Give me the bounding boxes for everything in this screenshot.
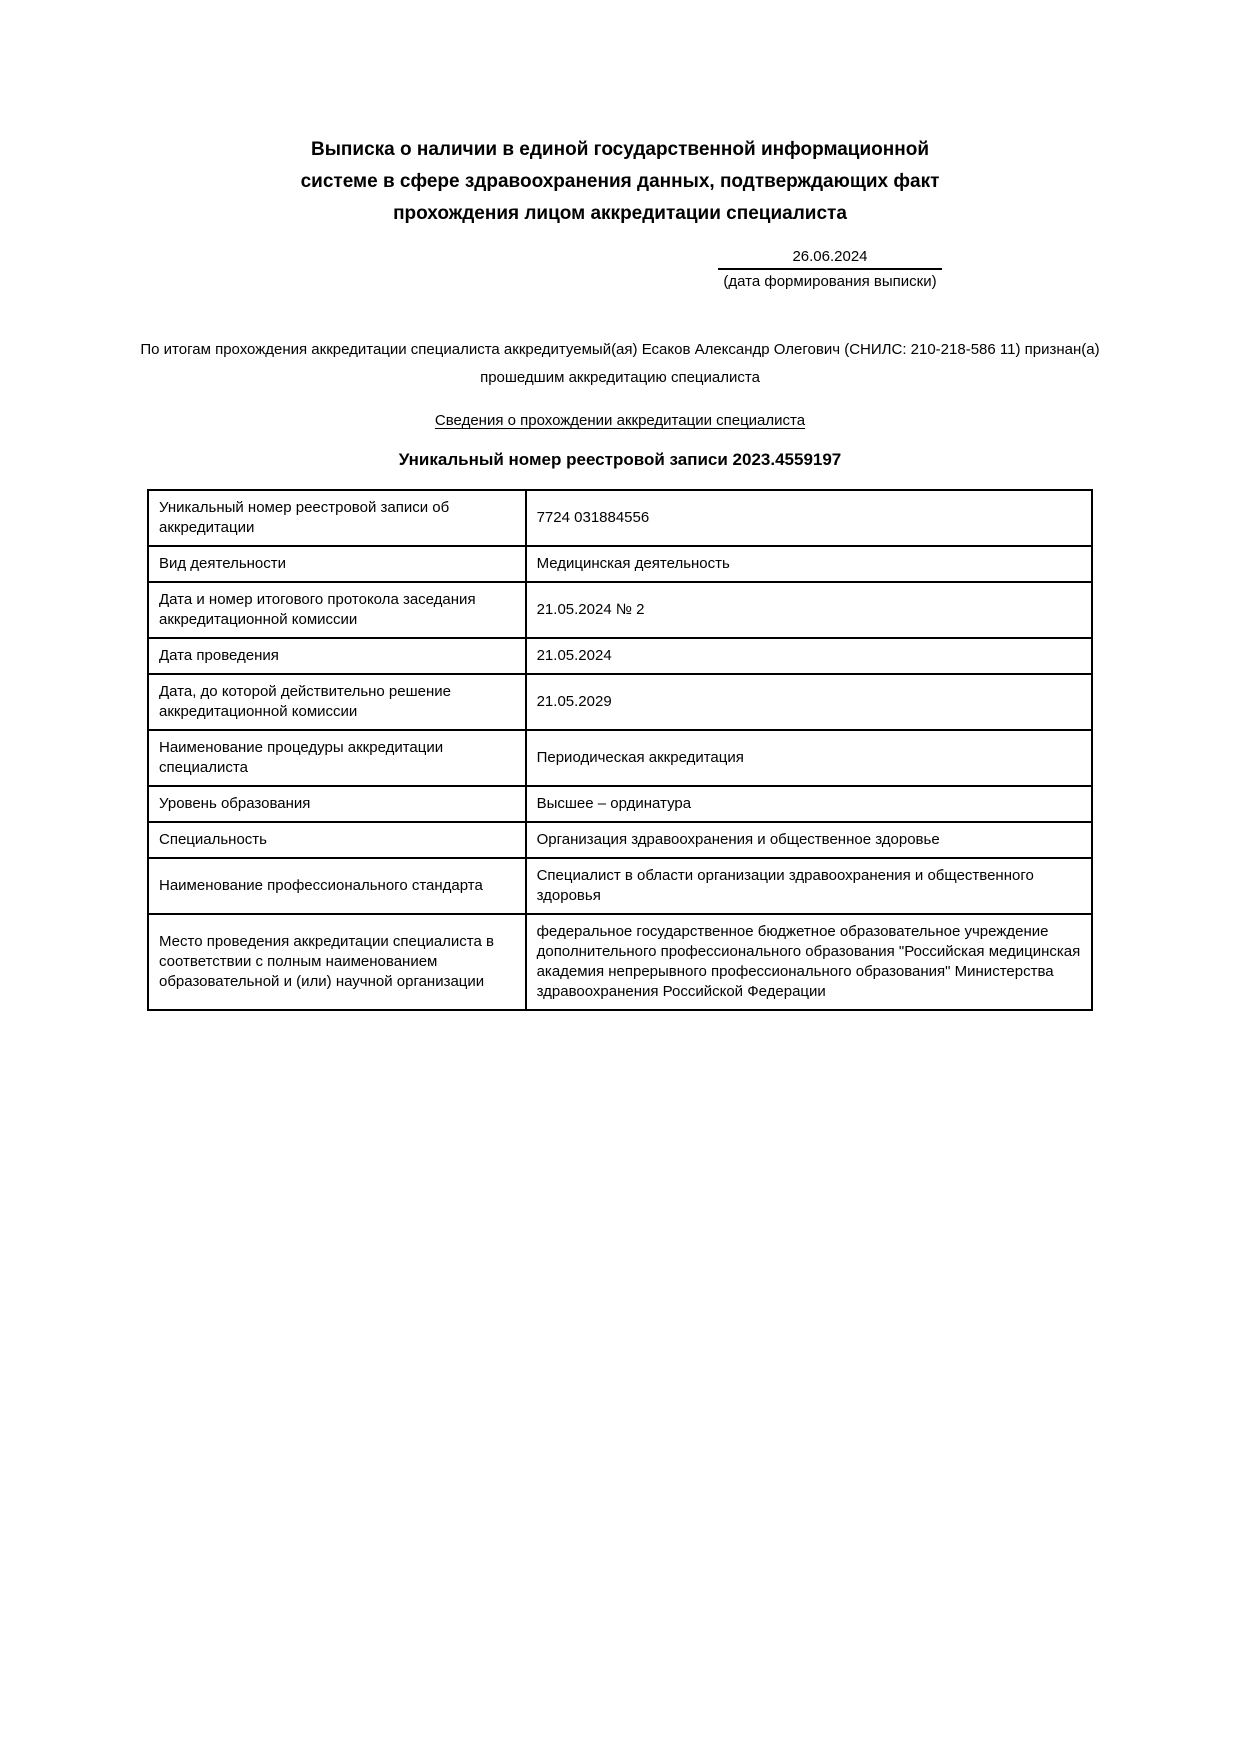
row-label: Наименование профессионального стандарта [148, 858, 526, 914]
table-row [148, 638, 1092, 674]
row-label: Специальность [148, 822, 526, 858]
row-value: Медицинская деятельность [526, 546, 1092, 582]
table-row [148, 858, 1092, 914]
accreditation-table-body [148, 490, 1092, 1010]
row-label: Дата, до которой действительно решение аккредитационной комиссии [148, 674, 526, 730]
row-value: 21.05.2029 [526, 674, 1092, 730]
row-value: Организация здравоохранения и общественное здоровье [526, 822, 1092, 858]
row-label: Дата проведения [148, 638, 526, 674]
table-row [148, 582, 1092, 638]
table-row [148, 822, 1092, 858]
document-title-line-2: системе в сфере здравоохранения данных, подтверждающих факт [300, 171, 940, 192]
accreditation-details-table [147, 489, 1093, 1011]
table-row [148, 546, 1092, 582]
document-title [0, 134, 1240, 230]
document-title-line-1: Выписка о наличии в единой государственной информационной [310, 139, 930, 160]
extract-date-block [718, 248, 942, 290]
table-row [148, 786, 1092, 822]
table-row [148, 914, 1092, 1010]
row-label: Вид деятельности [148, 546, 526, 582]
table-row [148, 730, 1092, 786]
table-row [148, 490, 1092, 546]
row-value: федеральное государственное бюджетное образовательное учреждение дополнительного профессионального образования "Российская медицинская академия непрерывного профессионального образования" Министерства здравоохранения Российской Федерации [526, 914, 1092, 1010]
extract-date-value: 26.06.2024 [718, 248, 942, 270]
row-value: 21.05.2024 [526, 638, 1092, 674]
row-value: Периодическая аккредитация [526, 730, 1092, 786]
accreditation-result-paragraph: По итогам прохождения аккредитации специалиста аккредитуемый(ая) Есаков Александр Олегович (СНИЛС: 210-218-586 11) признан(а) прошедшим аккредитацию специалиста [140, 341, 1100, 386]
row-value: 21.05.2024 № 2 [526, 582, 1092, 638]
row-label: Наименование процедуры аккредитации специалиста [148, 730, 526, 786]
row-label: Уникальный номер реестровой записи об аккредитации [148, 490, 526, 546]
row-label: Место проведения аккредитации специалиста в соответствии с полным наименованием образовательной и (или) научной организации [148, 914, 526, 1010]
registry-record-heading: Уникальный номер реестровой записи 2023.4559197 [398, 450, 842, 469]
row-value: Высшее – ординатура [526, 786, 1092, 822]
row-label: Уровень образования [148, 786, 526, 822]
table-row [148, 674, 1092, 730]
document-title-line-3: прохождения лицом аккредитации специалиста [393, 203, 847, 224]
row-label: Дата и номер итогового протокола заседания аккредитационной комиссии [148, 582, 526, 638]
row-value: 7724 031884556 [526, 490, 1092, 546]
extract-date-caption: (дата формирования выписки) [723, 273, 937, 290]
section-subtitle: Сведения о прохождении аккредитации специалиста [434, 412, 806, 429]
row-value: Специалист в области организации здравоохранения и общественного здоровья [526, 858, 1092, 914]
